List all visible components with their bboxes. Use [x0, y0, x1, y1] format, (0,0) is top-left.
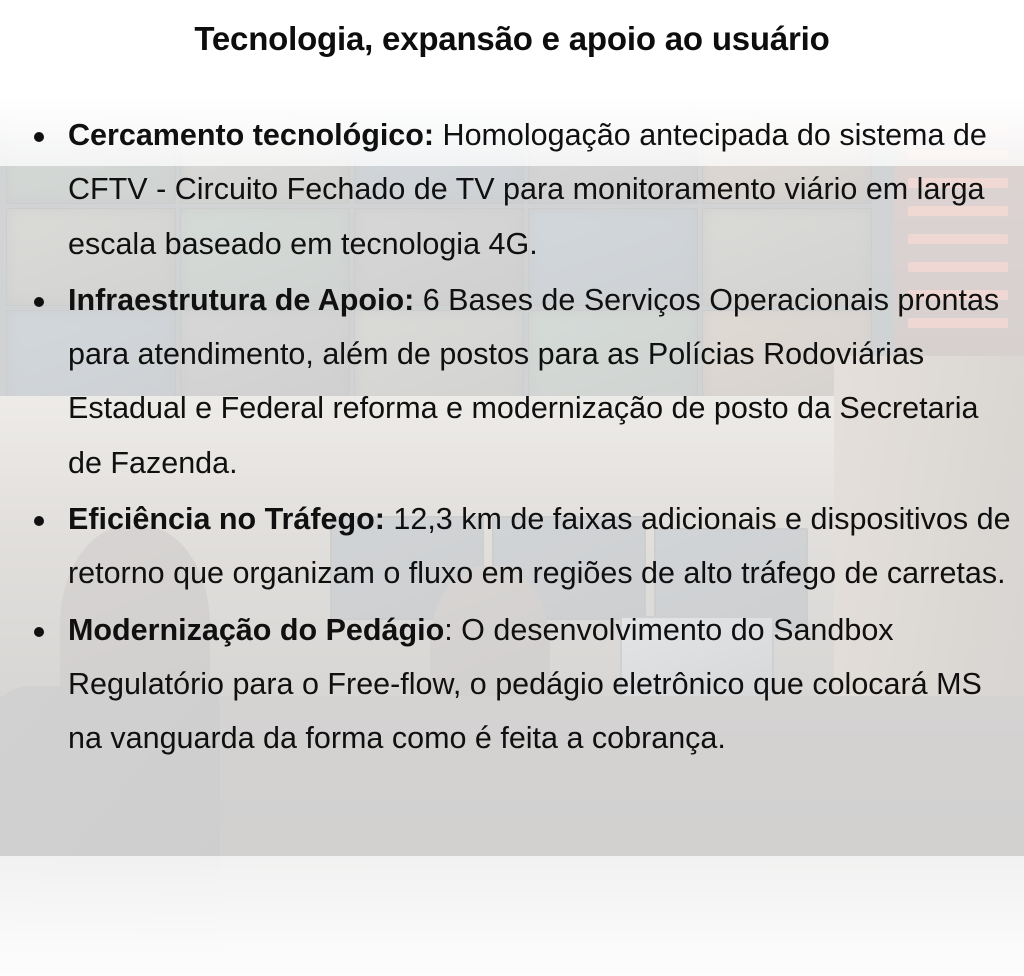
bullet-lead: Modernização do Pedágio: [68, 612, 445, 647]
bullet-text: : O desenvolvimento do Sandbox Regulatório para o Free-flow, o pedágio eletrônico que colocará MS na vanguarda da forma como é feita a cobrança.: [68, 612, 982, 756]
list-item: [22, 603, 1012, 766]
list-item: [22, 108, 1012, 271]
bullet-text: 6 Bases de Serviços Operacionais prontas para atendimento, além de postos para as Polícias Rodoviárias Estadual e Federal reforma e modernização de posto da Secretaria de Fazenda.: [68, 282, 1000, 480]
page-title: Tecnologia, expansão e apoio ao usuário: [194, 20, 830, 57]
bullet-lead: Cercamento tecnológico:: [68, 118, 435, 152]
list-item: [22, 273, 1012, 490]
bullet-text: Homologação antecipada do sistema de CFTV - Circuito Fechado de TV para monitoramento viário em larga escala baseado em tecnologia 4G.: [68, 118, 987, 261]
list-item: [22, 492, 1012, 601]
bullet-lead: Infraestrutura de Apoio:: [68, 282, 415, 317]
bullet-lead: Eficiência no Tráfego:: [68, 501, 385, 536]
bullet-list: [22, 108, 1012, 767]
bullet-text: 12,3 km de faixas adicionais e dispositivos de retorno que organizam o fluxo em regiões de alto tráfego de carretas.: [68, 501, 1011, 591]
